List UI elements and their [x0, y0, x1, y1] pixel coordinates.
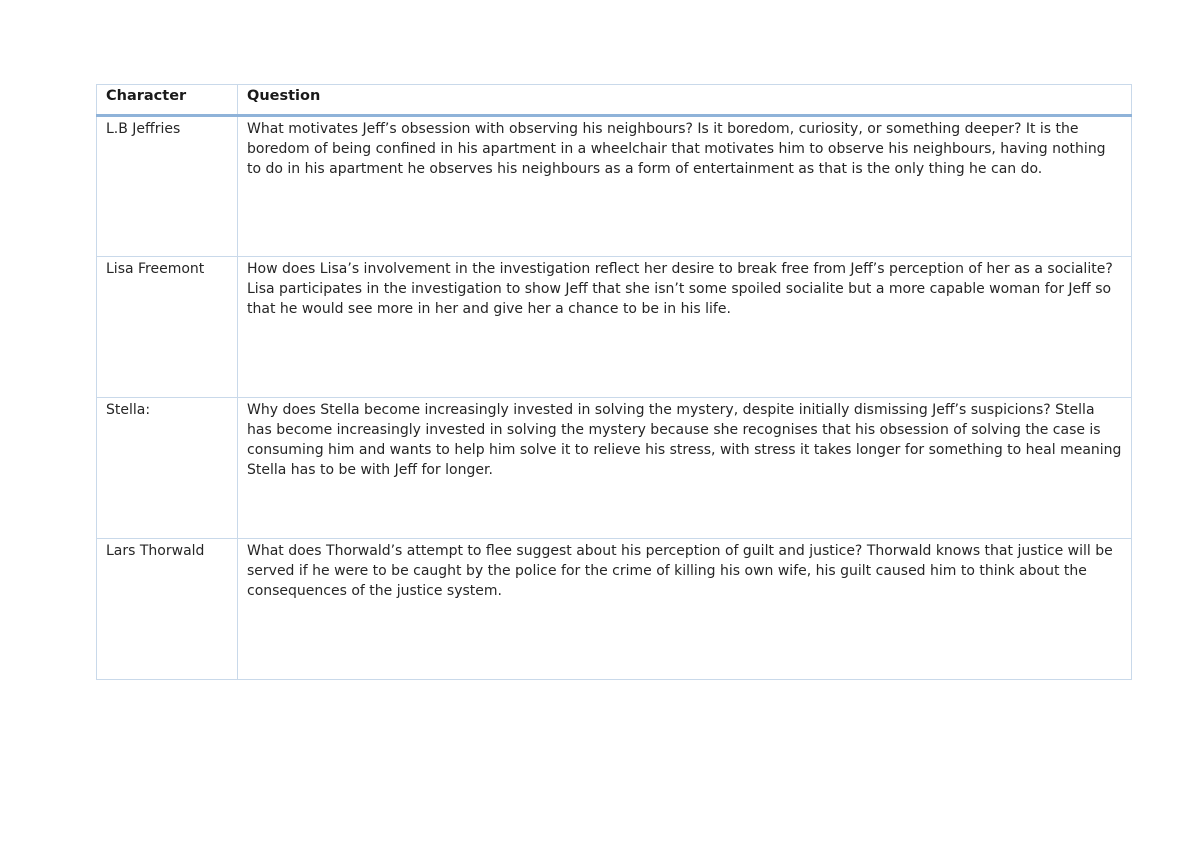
table-row: [97, 116, 1132, 257]
table-row: [97, 539, 1132, 680]
table-header-row: [97, 85, 1132, 116]
character-cell: Lars Thorwald: [97, 539, 238, 680]
table-row: [97, 398, 1132, 539]
character-cell: Lisa Freemont: [97, 257, 238, 398]
table-row: [97, 257, 1132, 398]
question-cell: Why does Stella become increasingly invested in solving the mystery, despite initially dismissing Jeff’s suspicions? Stella has become increasingly invested in solving the mystery because she recognises that his obsession of solving the case is consuming him and wants to help him solve it to relieve his stress, with stress it takes longer for something to heal meaning Stella has to be with Jeff for longer.: [238, 398, 1132, 539]
question-cell: What motivates Jeff’s obsession with observing his neighbours? Is it boredom, curiosity, or something deeper? It is the boredom of being confined in his apartment in a wheelchair that motivates him to observe his neighbours, having nothing to do in his apartment he observes his neighbours as a form of entertainment as that is the only thing he can do.: [238, 116, 1132, 257]
header-question: Question: [238, 85, 1132, 116]
question-cell: What does Thorwald’s attempt to flee suggest about his perception of guilt and justice? Thorwald knows that justice will be served if he were to be caught by the police for the crime of killing his own wife, his guilt caused him to think about the consequences of the justice system.: [238, 539, 1132, 680]
header-character: Character: [97, 85, 238, 116]
character-cell: Stella:: [97, 398, 238, 539]
character-cell: L.B Jeffries: [97, 116, 238, 257]
character-question-table: [96, 84, 1132, 680]
question-cell: How does Lisa’s involvement in the investigation reflect her desire to break free from Jeff’s perception of her as a socialite? Lisa participates in the investigation to show Jeff that she isn’t some spoiled socialite but a more capable woman for Jeff so that he would see more in her and give her a chance to be in his life.: [238, 257, 1132, 398]
